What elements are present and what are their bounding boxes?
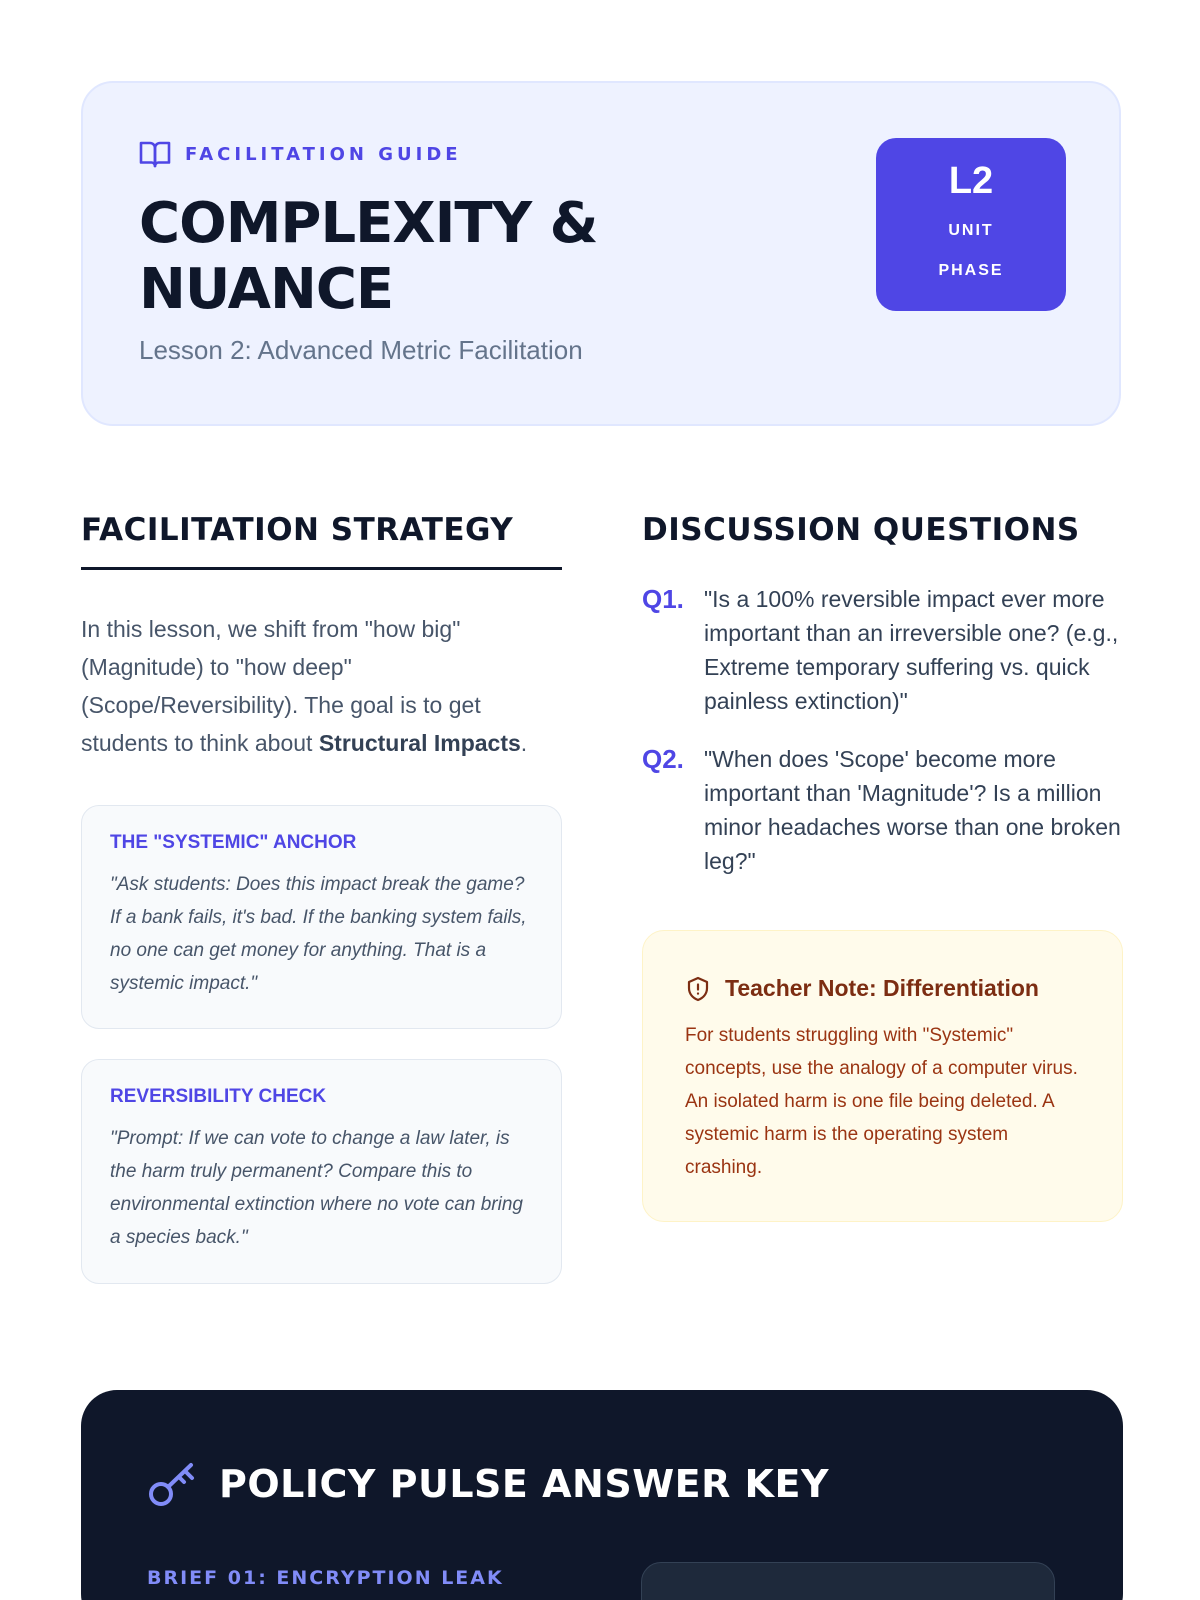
tip-body: "Prompt: If we can vote to change a law later, is the harm truly permanent? Compare this to environmental extinction where no vote can bring a species back." bbox=[110, 1128, 523, 1248]
question-text: "When does 'Scope' become more important than 'Magnitude'? Is a million minor headaches worse than one broken leg?" bbox=[704, 746, 1121, 874]
teacher-note-title: Teacher Note: Differentiation bbox=[725, 975, 1039, 1001]
strategy-divider bbox=[81, 567, 562, 570]
question-number: Q2. bbox=[642, 744, 684, 774]
unit-code: L2 bbox=[948, 160, 994, 202]
intro-emphasis: Structural Impacts bbox=[318, 730, 521, 756]
discussion-heading: DISCUSSION QUESTIONS bbox=[642, 512, 1080, 548]
tip-title: REVERSIBILITY CHECK bbox=[110, 1086, 327, 1107]
hero-card bbox=[81, 81, 1121, 426]
unit-badge bbox=[876, 138, 1066, 311]
answer-key-header bbox=[147, 1460, 829, 1508]
key-icon bbox=[147, 1460, 199, 1508]
eyebrow-label: FACILITATION GUIDE bbox=[185, 143, 462, 165]
intro-text: In this lesson, we shift from "how big" (Magnitude) to "how deep" (Scope/Reversibility). The goal is to get students to think about bbox=[81, 616, 481, 756]
tip-title: THE "SYSTEMIC" ANCHOR bbox=[110, 832, 357, 853]
tip-body: "Ask students: Does this impact break the game? If a bank fails, it's bad. If the banking system fails, no one can get money for anything. That is a systemic impact." bbox=[110, 874, 527, 994]
question-number: Q1. bbox=[642, 584, 684, 614]
brief-answer-card bbox=[641, 1562, 1055, 1600]
unit-label: UNIT bbox=[948, 222, 994, 239]
answer-key-panel bbox=[81, 1390, 1123, 1600]
book-open-icon bbox=[139, 139, 171, 169]
strategy-intro bbox=[81, 610, 551, 762]
tip-card-systemic bbox=[81, 805, 562, 1029]
brief-label: BRIEF 01: ENCRYPTION LEAK bbox=[147, 1567, 504, 1589]
teacher-note bbox=[642, 930, 1123, 1222]
shield-alert-icon bbox=[685, 976, 711, 1002]
question-text: "Is a 100% reversible impact ever more important than an irreversible one? (e.g., Extreme temporary suffering vs. quick painless extinction)" bbox=[704, 586, 1119, 714]
answer-key-title: POLICY PULSE ANSWER KEY bbox=[219, 1462, 829, 1506]
teacher-note-body: For students struggling with "Systemic" concepts, use the analogy of a computer virus. An isolated harm is one file being deleted. A systemic harm is the operating system crashing. bbox=[685, 1025, 1078, 1178]
page-subtitle: Lesson 2: Advanced Metric Facilitation bbox=[139, 335, 583, 365]
strategy-heading: FACILITATION STRATEGY bbox=[81, 512, 514, 548]
eyebrow bbox=[139, 139, 462, 169]
teacher-note-header bbox=[685, 975, 1039, 1002]
intro-end: . bbox=[520, 730, 528, 756]
tip-card-reversibility bbox=[81, 1059, 562, 1284]
page-title: COMPLEXITY & NUANCE bbox=[139, 191, 598, 322]
phase-label: PHASE bbox=[938, 262, 1004, 279]
